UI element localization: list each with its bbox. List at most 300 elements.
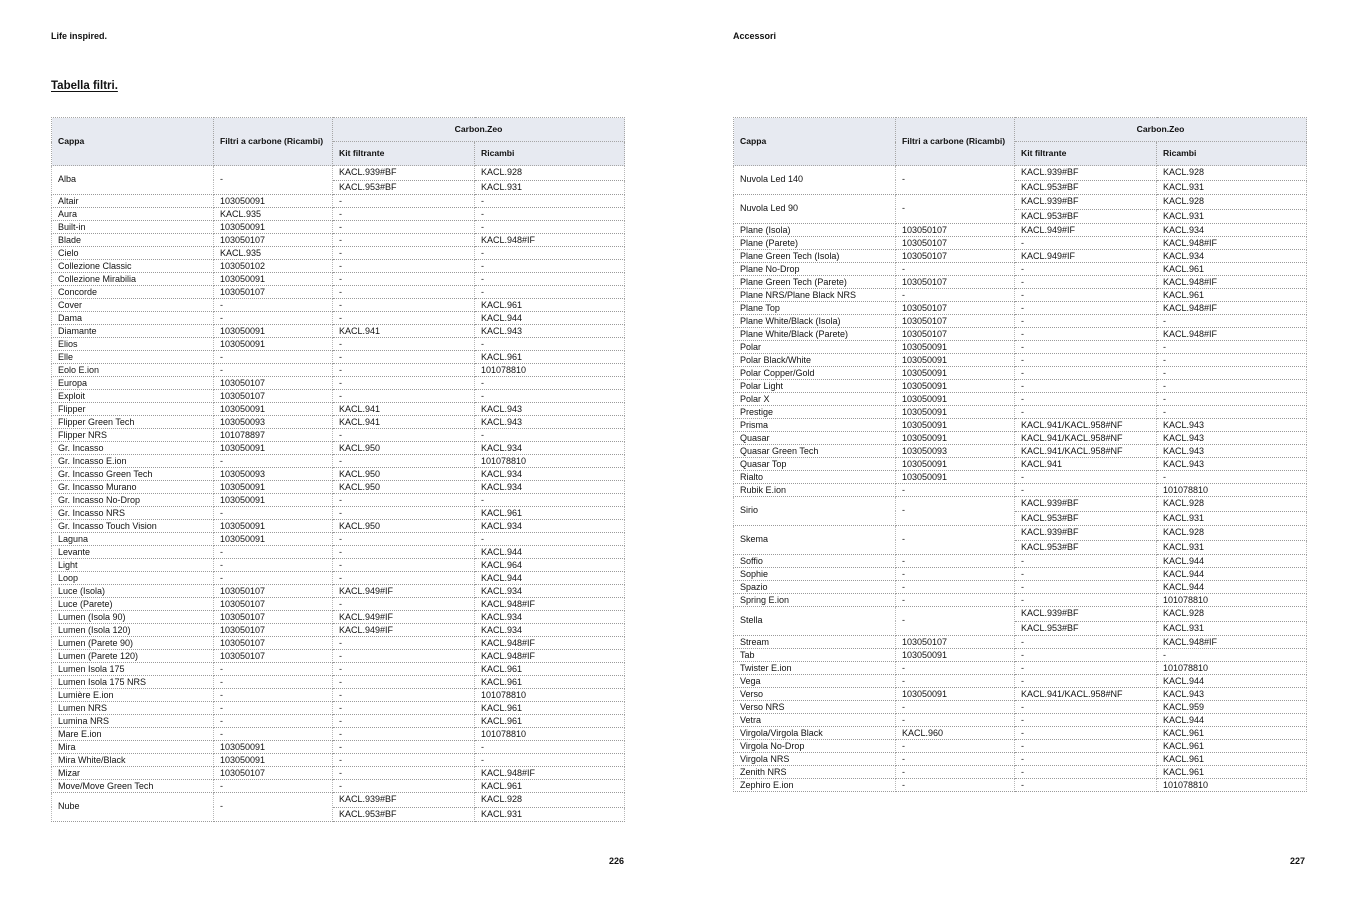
table-row bbox=[734, 237, 1307, 250]
table-row bbox=[734, 195, 1307, 210]
cell-kit: - bbox=[333, 299, 475, 312]
table-row bbox=[734, 568, 1307, 581]
table-row bbox=[734, 341, 1307, 354]
cell-ricambi: KACL.944 bbox=[1157, 714, 1307, 727]
cell-ricambi: KACL.931 bbox=[1157, 209, 1307, 224]
table-row bbox=[734, 497, 1307, 512]
cell-cappa: Mare E.ion bbox=[52, 728, 214, 741]
cell-filtri: 103050091 bbox=[896, 380, 1015, 393]
cell-filtri: 103050091 bbox=[214, 325, 333, 338]
cell-ricambi: KACL.934 bbox=[475, 520, 625, 533]
table-row bbox=[52, 195, 625, 208]
cell-filtri: 103050091 bbox=[214, 338, 333, 351]
cell-cappa: Light bbox=[52, 559, 214, 572]
table-row bbox=[734, 649, 1307, 662]
cell-kit: KACL.953#BF bbox=[333, 807, 475, 822]
cell-cappa: Loop bbox=[52, 572, 214, 585]
cell-cappa: Plane NRS/Plane Black NRS bbox=[734, 289, 896, 302]
cell-filtri: - bbox=[896, 195, 1015, 224]
cell-kit: - bbox=[1015, 594, 1157, 607]
cell-cappa: Exploit bbox=[52, 390, 214, 403]
cell-filtri: - bbox=[214, 364, 333, 377]
cell-ricambi: KACL.934 bbox=[475, 468, 625, 481]
cell-filtri: - bbox=[214, 715, 333, 728]
cell-ricambi: - bbox=[475, 260, 625, 273]
cell-cappa: Mira White/Black bbox=[52, 754, 214, 767]
cell-filtri: - bbox=[896, 166, 1015, 195]
cell-cappa: Elle bbox=[52, 351, 214, 364]
cell-kit: KACL.949#IF bbox=[1015, 224, 1157, 237]
cell-ricambi: KACL.943 bbox=[475, 325, 625, 338]
cell-cappa: Zephiro E.ion bbox=[734, 779, 896, 792]
table-row bbox=[52, 442, 625, 455]
table-row bbox=[52, 312, 625, 325]
cell-filtri: 103050091 bbox=[214, 273, 333, 286]
cell-ricambi: KACL.931 bbox=[475, 807, 625, 822]
table-row bbox=[734, 328, 1307, 341]
page-title: Tabella filtri. bbox=[51, 80, 118, 92]
cell-filtri: - bbox=[214, 676, 333, 689]
table-row bbox=[734, 779, 1307, 792]
cell-kit: - bbox=[333, 286, 475, 299]
cell-cappa: Vega bbox=[734, 675, 896, 688]
cell-kit: - bbox=[333, 702, 475, 715]
cell-ricambi: KACL.943 bbox=[1157, 445, 1307, 458]
cell-ricambi: KACL.944 bbox=[1157, 568, 1307, 581]
cell-cappa: Gr. Incasso Murano bbox=[52, 481, 214, 494]
cell-filtri: 103050107 bbox=[214, 611, 333, 624]
cell-ricambi: 101078810 bbox=[1157, 484, 1307, 497]
cell-ricambi: KACL.928 bbox=[475, 166, 625, 181]
cell-ricambi: - bbox=[475, 429, 625, 442]
cell-kit: KACL.939#BF bbox=[1015, 526, 1157, 541]
cell-cappa: Lumen (Parete 120) bbox=[52, 650, 214, 663]
cell-filtri: 103050107 bbox=[214, 598, 333, 611]
cell-filtri: - bbox=[214, 559, 333, 572]
cell-cappa: Nube bbox=[52, 793, 214, 822]
table-row bbox=[52, 481, 625, 494]
table-row bbox=[734, 607, 1307, 622]
cell-filtri: 103050107 bbox=[214, 377, 333, 390]
cell-kit: - bbox=[1015, 636, 1157, 649]
table-row bbox=[52, 338, 625, 351]
cell-ricambi: KACL.944 bbox=[1157, 581, 1307, 594]
cell-ricambi: - bbox=[475, 494, 625, 507]
cell-ricambi: 101078810 bbox=[475, 455, 625, 468]
cell-ricambi: 101078810 bbox=[1157, 594, 1307, 607]
cell-ricambi: KACL.961 bbox=[475, 676, 625, 689]
cell-ricambi: KACL.948#IF bbox=[475, 234, 625, 247]
table-body-left bbox=[52, 166, 625, 822]
cell-cappa: Plane White/Black (Parete) bbox=[734, 328, 896, 341]
cell-kit: - bbox=[1015, 276, 1157, 289]
cell-ricambi: KACL.961 bbox=[475, 663, 625, 676]
cell-ricambi: KACL.943 bbox=[1157, 432, 1307, 445]
table-row bbox=[52, 754, 625, 767]
cell-kit: - bbox=[333, 273, 475, 286]
cell-kit: KACL.941 bbox=[1015, 458, 1157, 471]
cell-ricambi: KACL.934 bbox=[1157, 250, 1307, 263]
cell-filtri: 103050091 bbox=[896, 367, 1015, 380]
cell-kit: - bbox=[333, 767, 475, 780]
cell-cappa: Virgola/Virgola Black bbox=[734, 727, 896, 740]
cell-filtri: - bbox=[214, 572, 333, 585]
cell-cappa: Cielo bbox=[52, 247, 214, 260]
cell-filtri: 103050091 bbox=[896, 406, 1015, 419]
cell-cappa: Plane White/Black (Isola) bbox=[734, 315, 896, 328]
page-number-left: 226 bbox=[608, 856, 624, 866]
cell-kit: - bbox=[333, 195, 475, 208]
cell-ricambi: KACL.928 bbox=[1157, 166, 1307, 181]
cell-kit: KACL.949#IF bbox=[333, 611, 475, 624]
cell-filtri: 103050091 bbox=[896, 354, 1015, 367]
table-row bbox=[734, 766, 1307, 779]
cell-ricambi: KACL.961 bbox=[475, 299, 625, 312]
table-row bbox=[734, 166, 1307, 181]
cell-cappa: Plane (Isola) bbox=[734, 224, 896, 237]
cell-ricambi: KACL.948#IF bbox=[1157, 237, 1307, 250]
cell-kit: - bbox=[1015, 393, 1157, 406]
cell-ricambi: KACL.943 bbox=[1157, 458, 1307, 471]
cell-kit: - bbox=[333, 390, 475, 403]
table-row bbox=[52, 780, 625, 793]
table-row bbox=[52, 585, 625, 598]
cell-ricambi: - bbox=[475, 377, 625, 390]
cell-filtri: - bbox=[896, 526, 1015, 555]
table-row bbox=[52, 390, 625, 403]
table-row bbox=[52, 364, 625, 377]
cell-cappa: Mizar bbox=[52, 767, 214, 780]
table-row bbox=[52, 403, 625, 416]
cell-kit: - bbox=[333, 377, 475, 390]
cell-filtri: - bbox=[214, 507, 333, 520]
cell-cappa: Levante bbox=[52, 546, 214, 559]
cell-filtri: - bbox=[214, 546, 333, 559]
cell-filtri: 103050107 bbox=[214, 637, 333, 650]
cell-kit: KACL.941 bbox=[333, 416, 475, 429]
column-group-carbon-zeo: Carbon.Zeo bbox=[1015, 118, 1307, 142]
cell-cappa: Nuvola Led 140 bbox=[734, 166, 896, 195]
table-row bbox=[52, 208, 625, 221]
cell-kit: - bbox=[1015, 263, 1157, 276]
cell-kit: - bbox=[333, 260, 475, 273]
table-row bbox=[52, 702, 625, 715]
cell-kit: - bbox=[333, 234, 475, 247]
cell-kit: KACL.941/KACL.958#NF bbox=[1015, 688, 1157, 701]
cell-filtri: 103050107 bbox=[896, 636, 1015, 649]
cell-ricambi: KACL.961 bbox=[1157, 753, 1307, 766]
table-row bbox=[52, 715, 625, 728]
cell-filtri: 103050107 bbox=[896, 328, 1015, 341]
table-row bbox=[52, 546, 625, 559]
table-row bbox=[52, 416, 625, 429]
cell-filtri: 103050107 bbox=[214, 624, 333, 637]
cell-kit: KACL.950 bbox=[333, 520, 475, 533]
cell-kit: - bbox=[333, 429, 475, 442]
cell-filtri: - bbox=[214, 351, 333, 364]
cell-ricambi: KACL.948#IF bbox=[1157, 328, 1307, 341]
cell-kit: - bbox=[333, 507, 475, 520]
cell-filtri: 103050107 bbox=[896, 276, 1015, 289]
cell-cappa: Lumina NRS bbox=[52, 715, 214, 728]
table-row bbox=[52, 247, 625, 260]
table-row bbox=[52, 273, 625, 286]
cell-kit: - bbox=[1015, 471, 1157, 484]
cell-cappa: Nuvola Led 90 bbox=[734, 195, 896, 224]
cell-ricambi: - bbox=[1157, 393, 1307, 406]
cell-ricambi: KACL.948#IF bbox=[475, 767, 625, 780]
table-row bbox=[52, 468, 625, 481]
cell-kit: - bbox=[333, 780, 475, 793]
cell-filtri: - bbox=[214, 728, 333, 741]
cell-kit: - bbox=[333, 754, 475, 767]
cell-cappa: Stella bbox=[734, 607, 896, 636]
cell-ricambi: - bbox=[475, 286, 625, 299]
cell-ricambi: - bbox=[475, 221, 625, 234]
table-row bbox=[52, 286, 625, 299]
cell-filtri: - bbox=[896, 714, 1015, 727]
cell-cappa: Lumen NRS bbox=[52, 702, 214, 715]
cell-cappa: Virgola NRS bbox=[734, 753, 896, 766]
cell-filtri: - bbox=[214, 166, 333, 195]
cell-cappa: Europa bbox=[52, 377, 214, 390]
table-row bbox=[52, 455, 625, 468]
cell-ricambi: KACL.944 bbox=[1157, 675, 1307, 688]
table-row bbox=[52, 429, 625, 442]
cell-ricambi: 101078810 bbox=[475, 689, 625, 702]
cell-cappa: Rubik E.ion bbox=[734, 484, 896, 497]
cell-cappa: Lumen (Isola 90) bbox=[52, 611, 214, 624]
cell-filtri: - bbox=[896, 263, 1015, 276]
cell-kit: KACL.941/KACL.958#NF bbox=[1015, 432, 1157, 445]
table-row bbox=[734, 315, 1307, 328]
cell-ricambi: - bbox=[475, 208, 625, 221]
cell-cappa: Eolo E.ion bbox=[52, 364, 214, 377]
column-header-ricambi: Ricambi bbox=[1157, 142, 1307, 166]
cell-cappa: Gr. Incasso NRS bbox=[52, 507, 214, 520]
cell-ricambi: KACL.928 bbox=[1157, 195, 1307, 210]
cell-kit: - bbox=[1015, 302, 1157, 315]
cell-kit: - bbox=[333, 338, 475, 351]
cell-ricambi: KACL.943 bbox=[475, 403, 625, 416]
cell-filtri: - bbox=[896, 753, 1015, 766]
cell-filtri: 103050091 bbox=[214, 533, 333, 546]
cell-ricambi: KACL.928 bbox=[1157, 497, 1307, 512]
cell-cappa: Lumen (Parete 90) bbox=[52, 637, 214, 650]
cell-filtri: 103050102 bbox=[214, 260, 333, 273]
cell-cappa: Plane Green Tech (Isola) bbox=[734, 250, 896, 263]
cell-ricambi: KACL.928 bbox=[1157, 526, 1307, 541]
cell-kit: - bbox=[333, 572, 475, 585]
cell-kit: - bbox=[333, 208, 475, 221]
cell-filtri: 103050093 bbox=[896, 445, 1015, 458]
cell-cappa: Polar X bbox=[734, 393, 896, 406]
table-row bbox=[52, 663, 625, 676]
cell-ricambi: KACL.934 bbox=[475, 442, 625, 455]
cell-ricambi: KACL.944 bbox=[475, 572, 625, 585]
cell-kit: - bbox=[1015, 753, 1157, 766]
cell-kit: - bbox=[333, 546, 475, 559]
cell-kit: - bbox=[333, 312, 475, 325]
cell-kit: - bbox=[1015, 568, 1157, 581]
cell-kit: - bbox=[1015, 662, 1157, 675]
cell-ricambi: - bbox=[475, 754, 625, 767]
cell-filtri: 103050107 bbox=[214, 585, 333, 598]
cell-ricambi: 101078810 bbox=[475, 364, 625, 377]
cell-cappa: Gr. Incasso No-Drop bbox=[52, 494, 214, 507]
table-row bbox=[734, 354, 1307, 367]
table-row bbox=[52, 221, 625, 234]
table-row bbox=[52, 234, 625, 247]
table-row bbox=[734, 555, 1307, 568]
cell-kit: KACL.953#BF bbox=[1015, 209, 1157, 224]
cell-filtri: - bbox=[896, 607, 1015, 636]
cell-kit: - bbox=[1015, 581, 1157, 594]
cell-ricambi: KACL.943 bbox=[1157, 688, 1307, 701]
table-row bbox=[734, 458, 1307, 471]
table-row bbox=[734, 675, 1307, 688]
table-row bbox=[734, 393, 1307, 406]
cell-kit: KACL.953#BF bbox=[333, 180, 475, 195]
cell-ricambi: - bbox=[475, 273, 625, 286]
cell-kit: KACL.939#BF bbox=[1015, 607, 1157, 622]
cell-cappa: Sirio bbox=[734, 497, 896, 526]
column-group-carbon-zeo: Carbon.Zeo bbox=[333, 118, 625, 142]
cell-kit: - bbox=[1015, 701, 1157, 714]
cell-cappa: Lumen (Isola 120) bbox=[52, 624, 214, 637]
cell-ricambi: KACL.961 bbox=[475, 702, 625, 715]
cell-kit: - bbox=[333, 689, 475, 702]
cell-cappa: Prisma bbox=[734, 419, 896, 432]
cell-cappa: Polar Black/White bbox=[734, 354, 896, 367]
cell-ricambi: - bbox=[1157, 341, 1307, 354]
cell-ricambi: - bbox=[475, 741, 625, 754]
cell-ricambi: KACL.961 bbox=[1157, 740, 1307, 753]
table-row bbox=[52, 533, 625, 546]
table-row bbox=[52, 494, 625, 507]
cell-ricambi: KACL.943 bbox=[1157, 419, 1307, 432]
cell-ricambi: KACL.943 bbox=[475, 416, 625, 429]
cell-filtri: 103050091 bbox=[214, 741, 333, 754]
table-row bbox=[734, 224, 1307, 237]
cell-cappa: Built-in bbox=[52, 221, 214, 234]
cell-ricambi: KACL.961 bbox=[475, 715, 625, 728]
cell-kit: - bbox=[1015, 675, 1157, 688]
column-header-ricambi: Ricambi bbox=[475, 142, 625, 166]
cell-cappa: Aura bbox=[52, 208, 214, 221]
cell-kit: - bbox=[333, 247, 475, 260]
table-row bbox=[52, 351, 625, 364]
cell-kit: - bbox=[333, 455, 475, 468]
cell-cappa: Laguna bbox=[52, 533, 214, 546]
cell-kit: KACL.941/KACL.958#NF bbox=[1015, 419, 1157, 432]
cell-filtri: - bbox=[214, 299, 333, 312]
cell-filtri: 103050091 bbox=[214, 481, 333, 494]
cell-filtri: - bbox=[896, 701, 1015, 714]
cell-cappa: Gr. Incasso E.ion bbox=[52, 455, 214, 468]
cell-ricambi: - bbox=[1157, 649, 1307, 662]
cell-kit: - bbox=[333, 494, 475, 507]
column-header-filtri: Filtri a carbone (Ricambi) bbox=[896, 118, 1015, 166]
table-row bbox=[734, 471, 1307, 484]
cell-cappa: Collezione Mirabilia bbox=[52, 273, 214, 286]
cell-cappa: Gr. Incasso bbox=[52, 442, 214, 455]
cell-kit: KACL.953#BF bbox=[1015, 511, 1157, 526]
table-row bbox=[734, 250, 1307, 263]
table-row bbox=[734, 714, 1307, 727]
filter-table-right bbox=[733, 117, 1307, 792]
table-row bbox=[734, 727, 1307, 740]
cell-kit: - bbox=[1015, 714, 1157, 727]
cell-ricambi: KACL.934 bbox=[475, 481, 625, 494]
cell-filtri: KACL.935 bbox=[214, 208, 333, 221]
table-row bbox=[52, 299, 625, 312]
cell-filtri: - bbox=[896, 594, 1015, 607]
cell-cappa: Lumen Isola 175 bbox=[52, 663, 214, 676]
cell-kit: - bbox=[333, 533, 475, 546]
cell-filtri: 103050107 bbox=[896, 224, 1015, 237]
cell-cappa: Flipper bbox=[52, 403, 214, 416]
column-header-kit: Kit filtrante bbox=[333, 142, 475, 166]
cell-filtri: - bbox=[214, 663, 333, 676]
column-header-cappa: Cappa bbox=[734, 118, 896, 166]
cell-cappa: Spazio bbox=[734, 581, 896, 594]
table-row bbox=[734, 289, 1307, 302]
cell-cappa: Altair bbox=[52, 195, 214, 208]
cell-filtri: KACL.935 bbox=[214, 247, 333, 260]
cell-ricambi: - bbox=[1157, 367, 1307, 380]
cell-filtri: 103050091 bbox=[214, 195, 333, 208]
cell-ricambi: KACL.944 bbox=[475, 312, 625, 325]
cell-kit: - bbox=[333, 728, 475, 741]
cell-kit: - bbox=[1015, 740, 1157, 753]
cell-kit: - bbox=[333, 715, 475, 728]
table-row bbox=[52, 520, 625, 533]
cell-ricambi: KACL.931 bbox=[1157, 540, 1307, 555]
cell-ricambi: - bbox=[1157, 380, 1307, 393]
cell-kit: - bbox=[1015, 328, 1157, 341]
cell-kit: KACL.941/KACL.958#NF bbox=[1015, 445, 1157, 458]
cell-cappa: Polar bbox=[734, 341, 896, 354]
cell-kit: KACL.939#BF bbox=[1015, 195, 1157, 210]
cell-cappa: Quasar bbox=[734, 432, 896, 445]
table-row bbox=[734, 263, 1307, 276]
cell-cappa: Move/Move Green Tech bbox=[52, 780, 214, 793]
cell-kit: - bbox=[333, 650, 475, 663]
cell-cappa: Stream bbox=[734, 636, 896, 649]
cell-filtri: 103050107 bbox=[214, 650, 333, 663]
cell-ricambi: KACL.934 bbox=[475, 585, 625, 598]
table-row bbox=[52, 572, 625, 585]
cell-ricambi: KACL.964 bbox=[475, 559, 625, 572]
cell-kit: KACL.949#IF bbox=[333, 585, 475, 598]
cell-filtri: - bbox=[214, 702, 333, 715]
cell-filtri: - bbox=[896, 484, 1015, 497]
cell-kit: - bbox=[333, 637, 475, 650]
cell-kit: KACL.941 bbox=[333, 325, 475, 338]
cell-ricambi: - bbox=[475, 247, 625, 260]
cell-cappa: Concorde bbox=[52, 286, 214, 299]
table-row bbox=[52, 325, 625, 338]
table-row bbox=[52, 377, 625, 390]
cell-filtri: 103050107 bbox=[896, 315, 1015, 328]
cell-filtri: 103050091 bbox=[214, 442, 333, 455]
cell-kit: KACL.949#IF bbox=[333, 624, 475, 637]
cell-cappa: Skema bbox=[734, 526, 896, 555]
cell-kit: - bbox=[333, 364, 475, 377]
cell-ricambi: - bbox=[1157, 354, 1307, 367]
cell-filtri: - bbox=[214, 793, 333, 822]
